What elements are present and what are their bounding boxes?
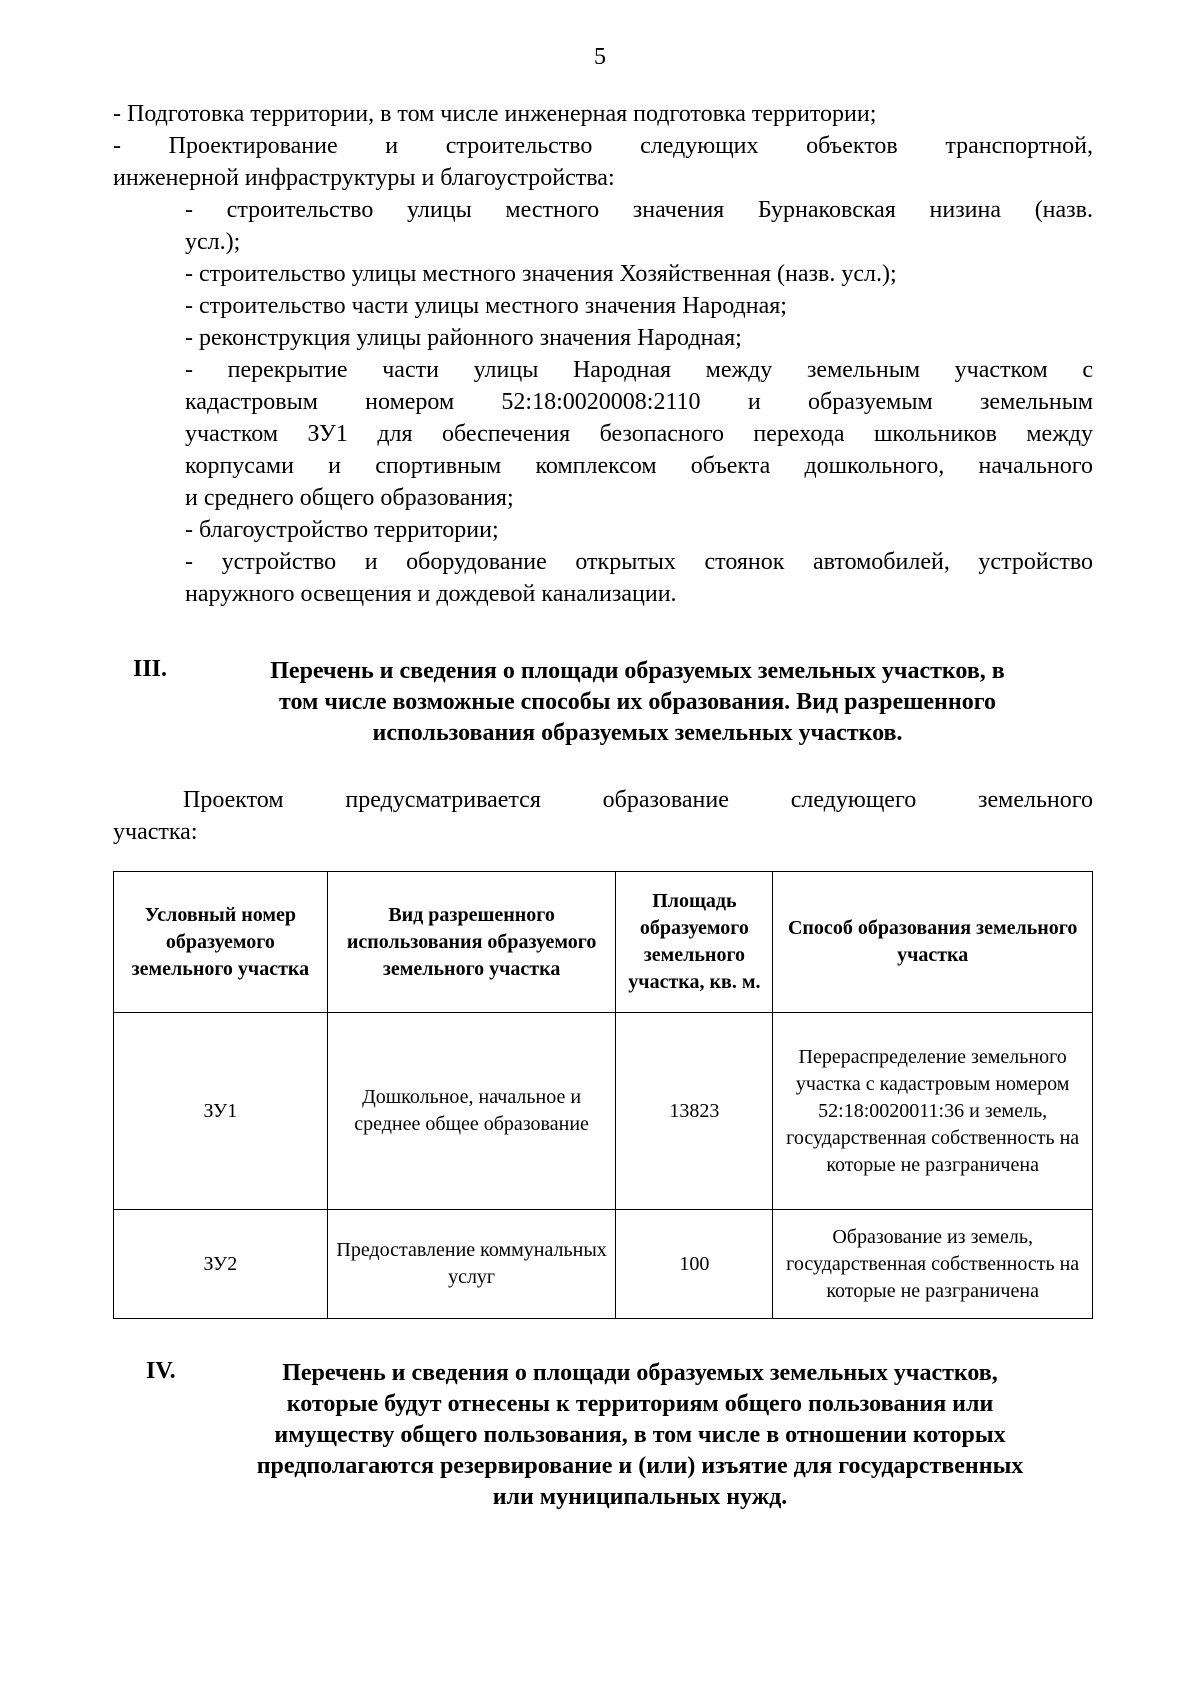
cell-formation-method: Перераспределение земельного участка с кадастровым номером 52:18:0020011:36 и земель, государственная собственность на которые не разграничена — [773, 1013, 1093, 1210]
header-permitted-use: Вид разрешенного использования образуемого земельного участка — [327, 872, 616, 1013]
cell-permitted-use: Предоставление коммунальных услуг — [327, 1210, 616, 1319]
object-list — [185, 194, 1093, 610]
intro-table-paragraph — [113, 784, 1093, 848]
list-item: - строительство улицы местного значения Хозяйственная (назв. усл.); — [185, 261, 897, 287]
list-item-continuation: и среднего общего образования; — [185, 485, 514, 511]
section-3-title — [195, 656, 1080, 749]
section-3-number: III. — [133, 656, 168, 682]
intro-line: инженерной инфраструктуры и благоустройства: — [113, 165, 615, 191]
section-4-title-line: Перечень и сведения о площади образуемых земельных участков, — [282, 1360, 998, 1386]
list-item: - устройство и оборудование открытых стоянок автомобилей, устройство — [185, 549, 1093, 575]
cell-area: 100 — [616, 1210, 773, 1319]
section-3-title-line: том числе возможные способы их образования. Вид разрешенного — [278, 689, 997, 715]
list-item: - строительство части улицы местного значения Народная; — [185, 293, 787, 319]
section-3-title-line: использования образуемых земельных участков. — [372, 720, 903, 746]
header-plot-number: Условный номер образуемого земельного участка — [114, 872, 328, 1013]
cell-area: 13823 — [616, 1013, 773, 1210]
section-4-title-line: предполагаются резервирование и (или) изъятие для государственных — [256, 1453, 1024, 1479]
list-item-continuation: корпусами и спортивным комплексом объекта дошкольного, начального — [185, 453, 1093, 479]
list-item: - реконструкция улицы районного значения Народная; — [185, 325, 742, 351]
list-item-continuation: кадастровым номером 52:18:0020008:2110 и образуемым земельным — [185, 389, 1093, 415]
paragraph-line: участка: — [113, 819, 198, 845]
header-area: Площадь образуемого земельного участка, кв. м. — [616, 872, 773, 1013]
section-3-title-line: Перечень и сведения о площади образуемых земельных участков, в — [270, 658, 1005, 684]
table-row — [114, 1013, 1093, 1210]
cell-permitted-use: Дошкольное, начальное и среднее общее образование — [327, 1013, 616, 1210]
page-number: 5 — [594, 44, 606, 70]
list-item-continuation: усл.); — [185, 229, 241, 255]
list-item-continuation: наружного освещения и дождевой канализации. — [185, 581, 677, 607]
section-4-title — [180, 1358, 1100, 1513]
header-formation-method: Способ образования земельного участка — [773, 872, 1093, 1013]
cell-plot-number: ЗУ1 — [114, 1013, 328, 1210]
paragraph-line: Проектом предусматривается образование следующего земельного — [183, 787, 1093, 813]
section-4-number: IV. — [146, 1358, 176, 1384]
section-4-title-line: которые будут отнесены к территориям общего пользования или — [286, 1391, 994, 1417]
list-item: - строительство улицы местного значения Бурнаковская низина (назв. — [185, 197, 1093, 223]
cell-plot-number: ЗУ2 — [114, 1210, 328, 1319]
land-plots-table — [113, 871, 1093, 1319]
intro-paragraph — [113, 98, 1093, 194]
list-item: - благоустройство территории; — [185, 517, 499, 543]
section-4-title-line: имуществу общего пользования, в том числе в отношении которых — [274, 1422, 1006, 1448]
list-item: - перекрытие части улицы Народная между земельным участком с — [185, 357, 1093, 383]
intro-line: - Подготовка территории, в том числе инженерная подготовка территории; — [113, 101, 877, 127]
table-row — [114, 1210, 1093, 1319]
cell-formation-method: Образование из земель, государственная собственность на которые не разграничена — [773, 1210, 1093, 1319]
section-4-title-line: или муниципальных нужд. — [492, 1484, 788, 1510]
list-item-continuation: участком ЗУ1 для обеспечения безопасного перехода школьников между — [185, 421, 1093, 447]
intro-line: - Проектирование и строительство следующих объектов транспортной, — [113, 133, 1093, 159]
